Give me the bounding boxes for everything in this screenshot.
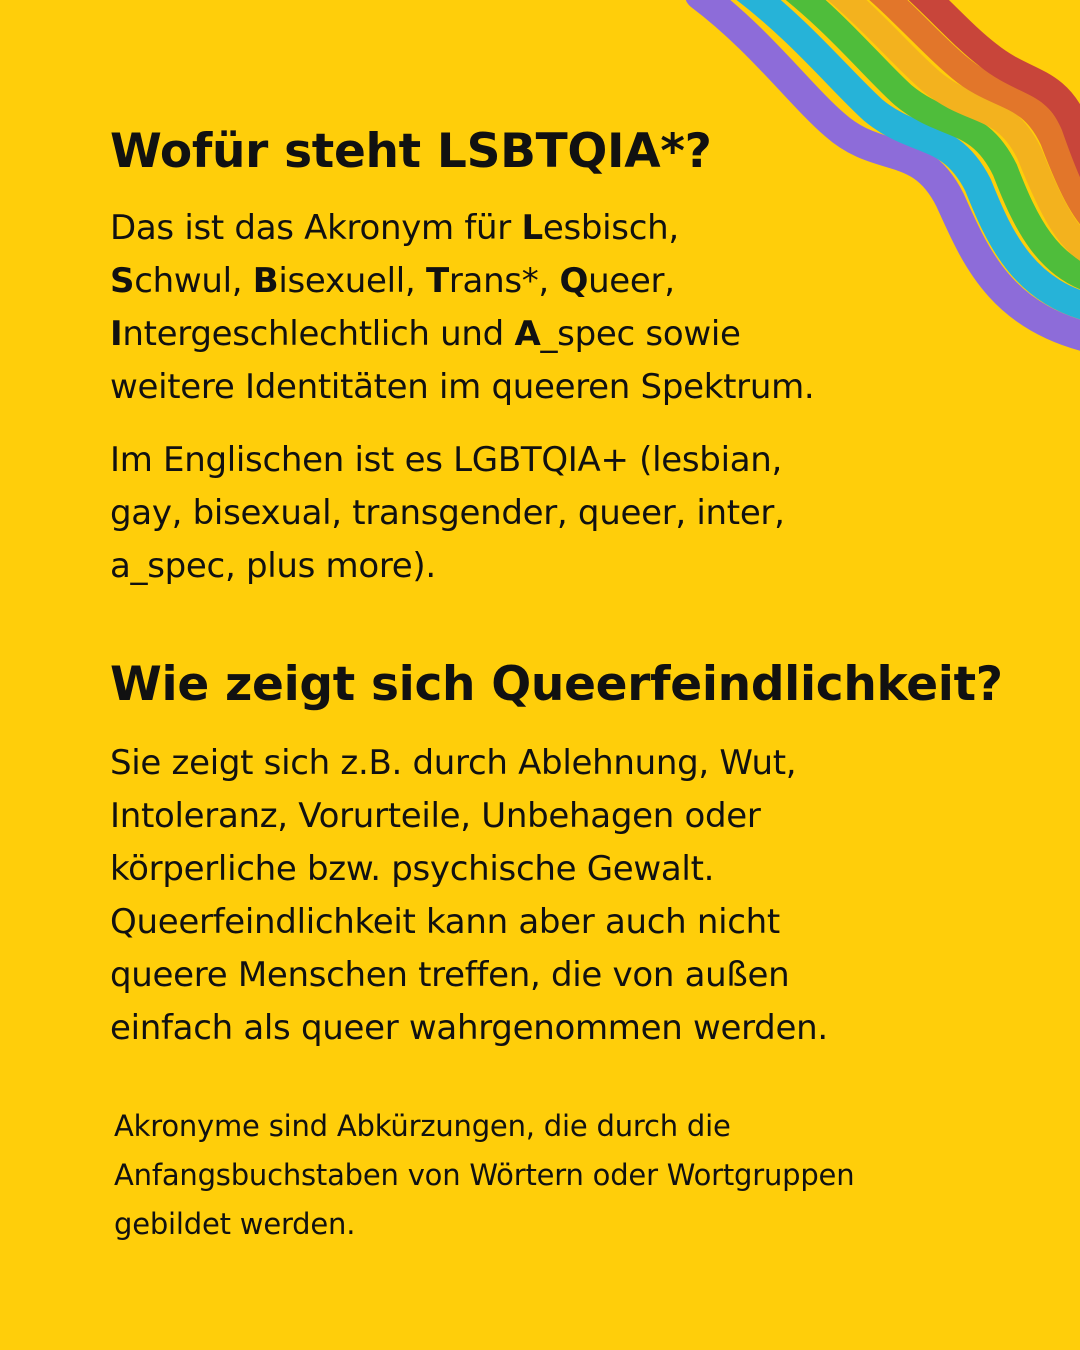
text-segment: Das ist das Akronym für [110,208,522,248]
text-line: queere Menschen treffen, die von außen [110,955,790,995]
footnote-line: Anfangsbuchstaben von Wörtern oder Wortgruppen [114,1158,855,1192]
bold-initial: B [252,261,279,301]
text-segment: chwul, [134,261,253,301]
text-line: weitere Identitäten im queeren Spektrum. [110,367,815,407]
section-title-lsbtqia: Wofür steht LSBTQIA*? [110,124,712,179]
bold-initial: I [110,314,123,354]
section-title-queerfeindlichkeit: Wie zeigt sich Queerfeindlichkeit? [110,657,1003,712]
text-line [110,202,1010,255]
footnote-line: gebildet werden. [114,1207,356,1241]
bold-initial: L [521,208,543,248]
bold-initial: A [514,314,541,354]
text-line: a_spec, plus more). [110,546,436,586]
bold-initial: Q [559,261,589,301]
footnote [114,1102,1014,1249]
text-segment: ntergeschlechtlich und [122,314,515,354]
text-line: körperliche bzw. psychische Gewalt. [110,849,715,889]
text-segment: ueer, [588,261,675,301]
text-line: gay, bisexual, transgender, queer, inter, [110,493,785,533]
text-line: einfach als queer wahrgenommen werden. [110,1008,828,1048]
text-line: Queerfeindlichkeit kann aber auch nicht [110,902,780,942]
text-line: Intoleranz, Vorurteile, Unbehagen oder [110,796,761,836]
text-line [110,308,1010,361]
footnote-line: Akronyme sind Abkürzungen, die durch die [114,1109,731,1143]
acronym-explanation [110,202,1010,414]
text-line [110,255,1010,308]
text-line: Sie zeigt sich z.B. durch Ablehnung, Wut, [110,743,797,783]
text-segment: esbisch, [542,208,679,248]
bold-initial: T [425,261,449,301]
text-segment: rans*, [448,261,560,301]
queerfeindlichkeit-paragraph [110,737,1010,1055]
bold-initial: S [110,261,135,301]
text-segment: isexuell, [278,261,426,301]
text-line: Im Englischen ist es LGBTQIA+ (lesbian, [110,440,783,480]
english-acronym-paragraph [110,434,1010,593]
main-content [110,120,1010,1055]
text-segment: _spec sowie [540,314,741,354]
